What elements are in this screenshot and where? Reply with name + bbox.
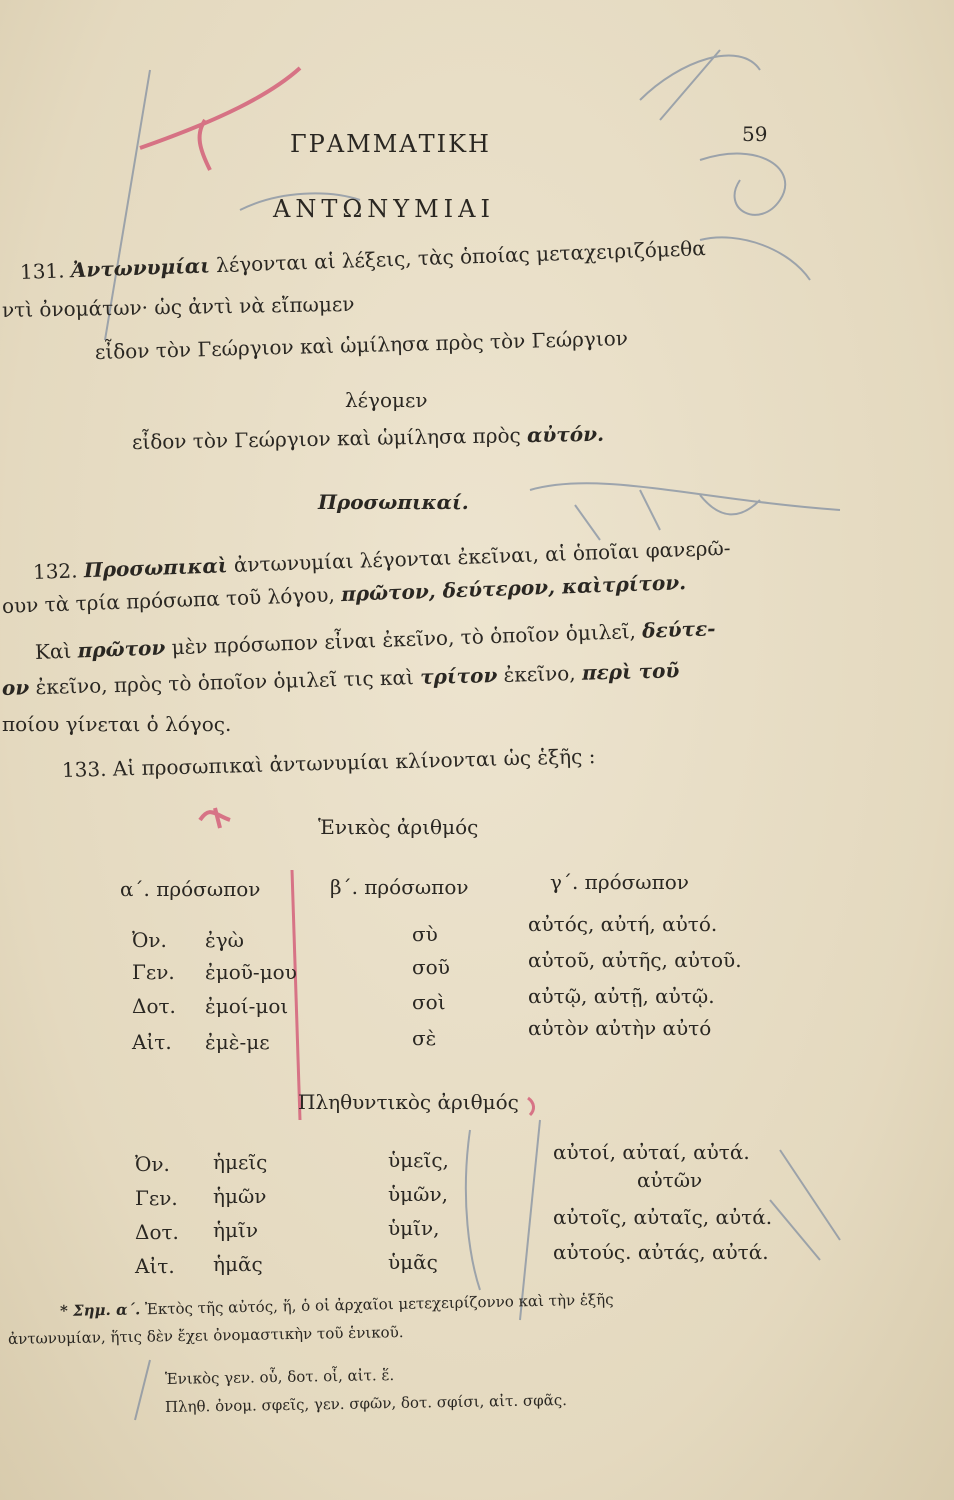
form-third-person: αὐτούς. αὐτάς, αὐτά. [553,1240,769,1264]
form-third-person: αὐτοῦ, αὐτῆς, αὐτοῦ. [528,948,742,972]
form-first-person: ἡμῶν [213,1184,267,1208]
case-label: Δοτ. [132,994,176,1018]
form-second-person: ὑμῖν, [388,1216,440,1240]
term-bold: δεύτε- [641,616,716,643]
form-second-person: σὲ [412,1026,437,1050]
case-label: Γεν. [132,960,175,984]
subheading: Προσωπικαί. [318,490,469,514]
form-first-person: ἡμᾶς [213,1252,263,1276]
footnote-marker: * Σημ. α΄. [59,1300,141,1320]
form-second-person: ὑμᾶς [388,1250,438,1274]
text: ἐκεῖνο, πρὸς τὸ ὁποῖον ὁμιλεῖ τις καὶ [35,665,415,700]
case-label: Ὀν. [132,928,167,952]
para-131-line-2: ντὶ ὀνομάτων· ὡς ἀντὶ νὰ εἴπωμεν [1,291,355,322]
section-title: ΑΝΤΩΝΥΜΙΑΙ [273,195,495,223]
text: Ἐκτὸς τῆς αὐτός, ἥ, ὁ οἱ ἀρχαῖοι μετεχειρίζοννο καὶ τὴν ἑξῆς [144,1290,614,1319]
footnote-line-2: ἀντωνυμίαν, ἥτις δὲν ἔχει ὀνομαστικὴν τοῦ ἑνικοῦ. [7,1323,404,1348]
example-line-1: εἶδον τὸν Γεώργιον καὶ ὡμίλησα πρὸς τὸν Γεώργιον [94,326,629,364]
form-third-person: αὐτός, αὐτή, αὐτό. [528,912,718,936]
term-bold: Ἀντωνυμίαι [70,253,211,283]
case-label: Αἰτ. [135,1254,175,1278]
para-number: 132. [32,558,78,584]
text: μὲν πρόσωπον εἶναι ἐκεῖνο, τὸ ὁποῖον ὁμιλεῖ, [171,619,637,660]
form-second-person: ὑμῶν, [388,1182,448,1206]
term-bold: ον [1,675,30,700]
footnote-line-4: Πληθ. ὀνομ. σφεῖς, γεν. σφῶν, δοτ. σφίσι, αἰτ. σφᾶς. [164,1390,568,1416]
case-label: Δοτ. [135,1220,179,1244]
para-number: 131. [19,258,65,284]
text: ἐκεῖνο, [503,660,576,687]
form-first-person: ἐγὼ [205,928,244,952]
form-first-person: ἡμεῖς [213,1150,268,1174]
example-mid: λέγομεν [345,388,428,412]
term-bold: Προσωπικαὶ [83,553,228,583]
case-label: Αἰτ. [132,1030,172,1054]
form-first-person: ἐμοῦ-μου [205,960,297,984]
form-first-person: ἐμοί-μοι [205,994,289,1018]
footnote-line-3: Ἑνικὸς γεν. οὗ, δοτ. οἷ, αἰτ. ἕ. [164,1365,395,1388]
form-first-person: ἐμὲ-με [205,1030,270,1054]
form-third-person: αὐτῷ, αὐτῇ, αὐτῷ. [528,984,715,1008]
para-132-line-5: ποίου γίνεται ὁ λόγος. [2,712,232,736]
form-first-person: ἡμῖν [213,1218,258,1242]
term-bold: τρίτον [419,663,498,690]
form-third-person: αὐτοί, αὐταί, αὐτά. [553,1140,750,1164]
col-header-1: α΄. πρόσωπον [120,877,261,901]
form-third-person: αὐτῶν [637,1168,703,1192]
form-second-person: σοῦ [412,955,450,979]
term-bold: αὐτόν. [526,421,605,448]
text: λέγονται αἱ λέξεις, τὰς ὁποίας μεταχειριζόμεθα [215,236,707,278]
col-header-3: γ΄. πρόσωπον [550,870,689,894]
para-number: 133. [61,756,107,782]
form-third-person: αὐτοῖς, αὐταῖς, αὐτά. [553,1205,773,1229]
plural-heading: Πληθυντικὸς ἀριθμός [298,1090,519,1114]
case-label: Ὀν. [135,1152,170,1176]
form-second-person: σὺ [412,922,438,946]
text: Αἱ προσωπικαὶ ἀντωνυμίαι κλίνονται ὡς ἑξῆς : [112,744,596,781]
term-bold: πρῶτον [77,635,166,663]
running-title: ΓΡΑΜΜΑΤΙΚΗ [290,130,491,158]
form-third-person: αὐτὸν αὐτὴν αὐτό [528,1016,712,1040]
term-bold: περὶ τοῦ [581,658,680,685]
form-second-person: ὑμεῖς, [388,1148,449,1172]
text: ἀντωνυμίαι λέγονται ἐκεῖναι, αἱ ὁποῖαι φανερῶ- [233,535,731,577]
text: Καὶ [34,638,72,664]
page-number: 59 [742,122,768,146]
singular-heading: Ἑνικὸς ἀριθμός [318,815,479,839]
term-bold: πρῶτον, δεύτερον, καὶτρίτον. [340,570,687,607]
form-second-person: σοὶ [412,990,446,1014]
text: εἶδον τὸν Γεώργιον καὶ ὡμίλησα πρὸς [131,423,521,454]
text: ουν τὰ τρία πρόσωπα τοῦ λόγου, [1,582,336,618]
case-label: Γεν. [135,1186,178,1210]
col-header-2: β΄. πρόσωπον [330,875,469,899]
